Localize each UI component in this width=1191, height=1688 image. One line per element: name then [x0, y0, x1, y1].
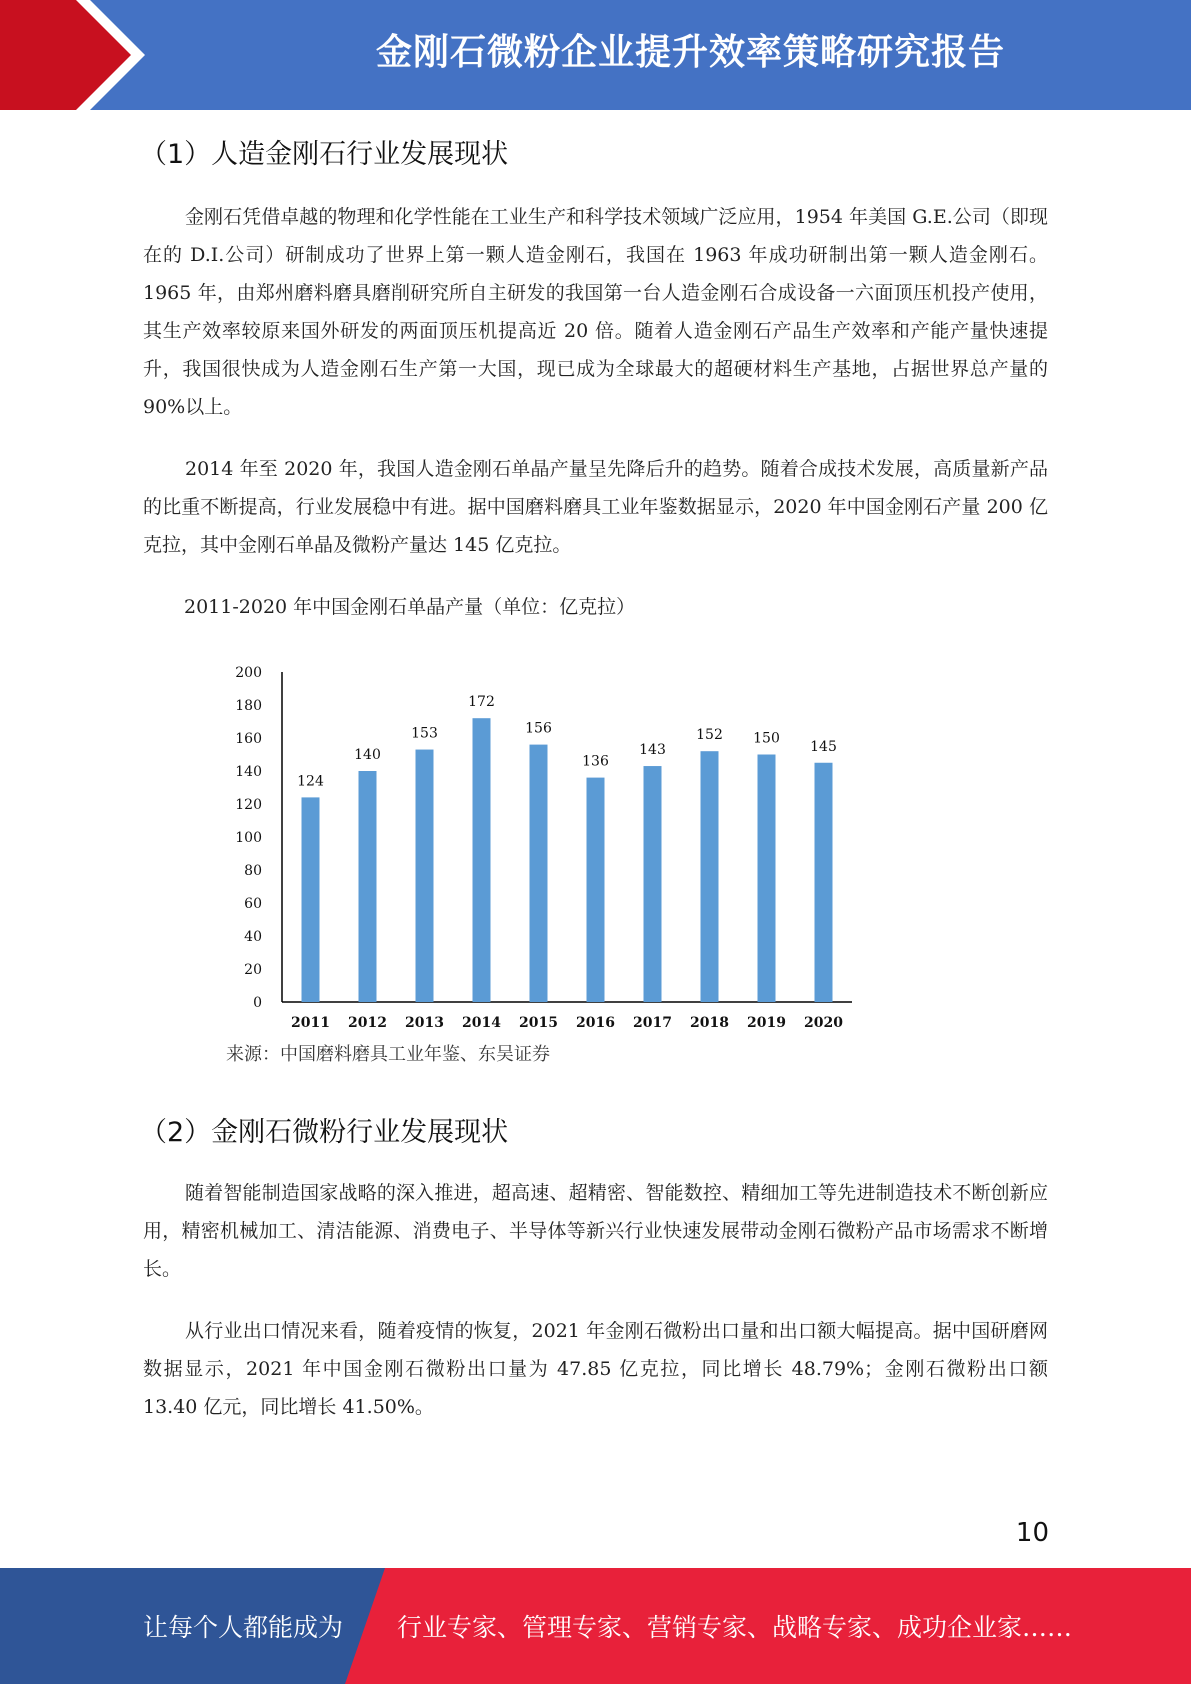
data-label-2019: 150: [753, 730, 780, 747]
y-tick-label: 100: [235, 830, 262, 846]
section1-paragraph-1: 金刚石凭借卓越的物理和化学性能在工业生产和科学技术领域广泛应用，1954 年美国 G.E.公司（即现在的 D.I.公司）研制成功了世界上第一颗人造金刚石，我国在 1963 年成功研制出第一颗人造金刚石。1965 年，由郑州磨料磨具磨削研究所自主研发的我国第一台人造金刚石合成设备一六面顶压机投产使用，其生产效率较原来国外研发的两面顶压机提高近 20 倍。随着人造金刚石产品生产效率和产能产量快速提升，我国很快成为人造金刚石生产第一大国，现已成为全球最大的超硬材料生产基地，占据世界总产量的 90%以上。: [143, 206, 1048, 418]
footer-banner: [0, 1568, 1191, 1684]
footer-slogan-left: 让每个人都能成为: [143, 1613, 344, 1642]
y-tick-label: 0: [253, 995, 262, 1011]
bar-chart-svg: [210, 650, 870, 1070]
section-heading-1: （1）人造金刚石行业发展现状: [140, 139, 509, 170]
bar-2011: [302, 797, 320, 1002]
section1-paragraph-2: 2014 年至 2020 年，我国人造金刚石单晶产量呈先降后升的趋势。随着合成技术发展，高质量新产品的比重不断提高，行业发展稳中有进。据中国磨料磨具工业年鉴数据显示，2020 年中国金刚石产量 200 亿克拉，其中金刚石单晶及微粉产量达 145 亿克拉。: [143, 458, 1048, 556]
page-number: 10: [1015, 1518, 1049, 1548]
y-tick-label: 200: [235, 665, 262, 681]
bar-2019: [758, 755, 776, 1003]
bar-2014: [473, 718, 491, 1002]
x-tick-label-2015: 2015: [519, 1015, 558, 1031]
bar-2012: [359, 771, 377, 1002]
data-label-2020: 145: [810, 738, 837, 755]
x-tick-label-2011: 2011: [291, 1015, 330, 1031]
data-label-2016: 136: [582, 753, 609, 770]
bar-2016: [587, 778, 605, 1002]
chart-source: 来源：中国磨料磨具工业年鉴、东吴证券: [226, 1044, 550, 1065]
y-tick-label: 180: [235, 698, 262, 714]
y-tick-label: 40: [244, 929, 262, 945]
section2-paragraph-1: 随着智能制造国家战略的深入推进，超高速、超精密、智能数控、精细加工等先进制造技术不断创新应用，精密机械加工、清洁能源、消费电子、半导体等新兴行业快速发展带动金刚石微粉产品市场需求不断增长。: [143, 1182, 1048, 1280]
data-label-2015: 156: [525, 720, 552, 737]
x-tick-label-2020: 2020: [804, 1015, 843, 1031]
data-label-2014: 172: [468, 694, 495, 711]
y-tick-label: 120: [235, 797, 262, 813]
header-banner: [0, 0, 1191, 110]
data-label-2017: 143: [639, 742, 666, 759]
x-tick-label-2012: 2012: [348, 1015, 387, 1031]
x-tick-label-2019: 2019: [747, 1015, 786, 1031]
bar-2020: [815, 763, 833, 1002]
x-tick-label-2016: 2016: [576, 1015, 615, 1031]
chart-caption: 2011-2020 年中国金刚石单晶产量（单位：亿克拉）: [184, 596, 636, 618]
document-title: 金刚石微粉企业提升效率策略研究报告: [375, 32, 1005, 73]
footer-slogan-right: 行业专家、管理专家、营销专家、战略专家、成功企业家……: [397, 1613, 1073, 1642]
bar-2015: [530, 745, 548, 1002]
data-label-2011: 124: [297, 773, 324, 790]
y-tick-label: 140: [235, 764, 262, 780]
y-tick-label: 20: [244, 962, 262, 978]
data-label-2013: 153: [411, 725, 438, 742]
x-tick-label-2017: 2017: [633, 1015, 672, 1031]
bar-2013: [416, 750, 434, 1002]
data-label-2012: 140: [354, 747, 381, 763]
x-tick-label-2014: 2014: [462, 1015, 501, 1031]
x-tick-label-2013: 2013: [405, 1015, 444, 1031]
y-tick-label: 80: [244, 863, 262, 879]
y-tick-label: 60: [244, 896, 262, 912]
bar-2017: [644, 766, 662, 1002]
data-label-2018: 152: [696, 727, 723, 744]
x-tick-label-2018: 2018: [690, 1015, 729, 1031]
bar-2018: [701, 751, 719, 1002]
section2-paragraph-2: 从行业出口情况来看，随着疫情的恢复，2021 年金刚石微粉出口量和出口额大幅提高。据中国研磨网数据显示，2021 年中国金刚石微粉出口量为 47.85 亿克拉，同比增长 48.79%；金刚石微粉出口额 13.40 亿元，同比增长 41.50%。: [143, 1320, 1048, 1418]
header-arrow-decoration: [0, 0, 160, 110]
bar-chart: [210, 650, 870, 1070]
section-heading-2: （2）金刚石微粉行业发展现状: [140, 1117, 509, 1148]
y-tick-label: 160: [235, 731, 262, 747]
